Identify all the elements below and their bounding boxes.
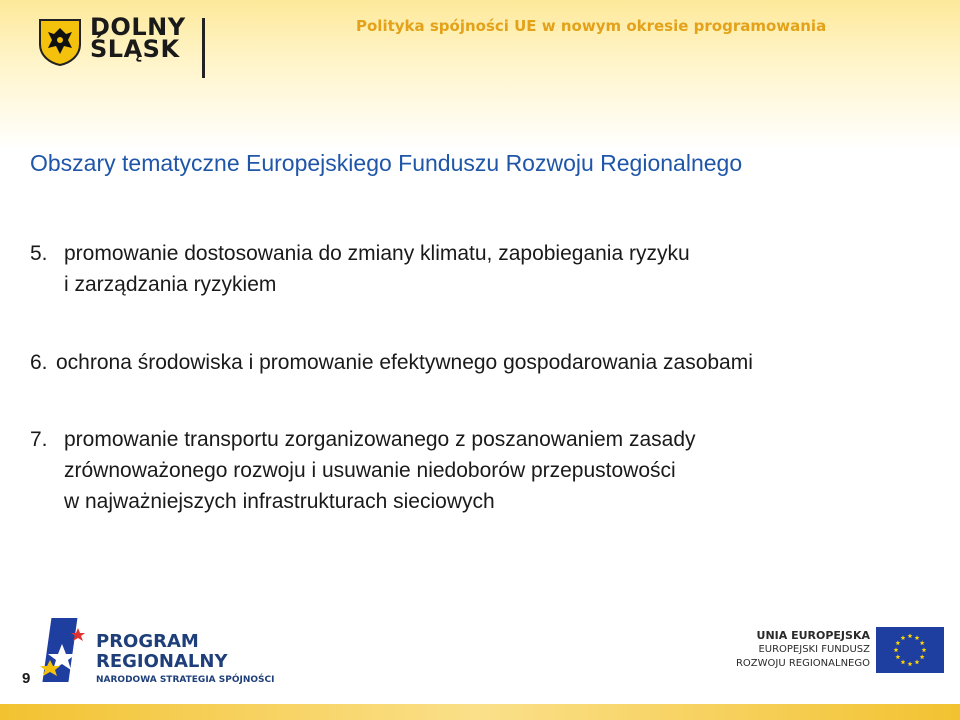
eu-line2: EUROPEJSKI FUNDUSZ <box>758 644 870 655</box>
page-number: 9 <box>22 670 31 687</box>
list-item-number: 6. <box>30 351 48 374</box>
list-item-line: w najważniejszych infrastrukturach sieciowych <box>64 490 495 513</box>
list-item-line: ochrona środowiska i promowanie efektywnego gospodarowania zasobami <box>56 351 753 374</box>
eu-flag-icon <box>876 627 944 673</box>
list-item-text <box>64 424 904 517</box>
slide-title: Obszary tematyczne Europejskiego Funduszu Rozwoju Regionalnego <box>30 150 743 176</box>
header-divider <box>202 18 205 78</box>
list-item-line: promowanie dostosowania do zmiany klimatu, zapobiegania ryzyku <box>64 242 690 265</box>
list-item-number: 5. <box>30 242 48 265</box>
logo-text-line1: DOLNY <box>90 13 186 41</box>
list-item-number: 7. <box>30 428 48 451</box>
dolny-slask-logo-text <box>90 13 186 63</box>
list-item-text <box>56 347 916 378</box>
slide-header <box>0 0 960 86</box>
logo-text-line2: ŚLĄSK <box>90 35 180 63</box>
program-line3: NARODOWA STRATEGIA SPÓJNOŚCI <box>96 675 275 685</box>
program-line1: PROGRAM <box>96 631 199 652</box>
eu-line3: ROZWOJU REGIONALNEGO <box>735 658 870 669</box>
dolny-slask-crest-icon <box>38 18 82 66</box>
bottom-bar <box>0 704 960 720</box>
program-line2: REGIONALNY <box>96 651 228 672</box>
eu-logo-text <box>700 628 870 671</box>
header-title: Polityka spójności UE w nowym okresie programowania <box>356 17 827 35</box>
program-regionalny-logo-text <box>96 632 274 685</box>
eu-line1: UNIA EUROPEJSKA <box>756 629 870 642</box>
list-item-line: zrównoważonego rozwoju i usuwanie niedoborów przepustowości <box>64 459 676 482</box>
list-item-text <box>64 238 844 300</box>
list-item-line: promowanie transportu zorganizowanego z poszanowaniem zasady <box>64 428 696 451</box>
list-item-line: i zarządzania ryzykiem <box>64 273 277 296</box>
program-regionalny-star-icon <box>38 614 94 688</box>
